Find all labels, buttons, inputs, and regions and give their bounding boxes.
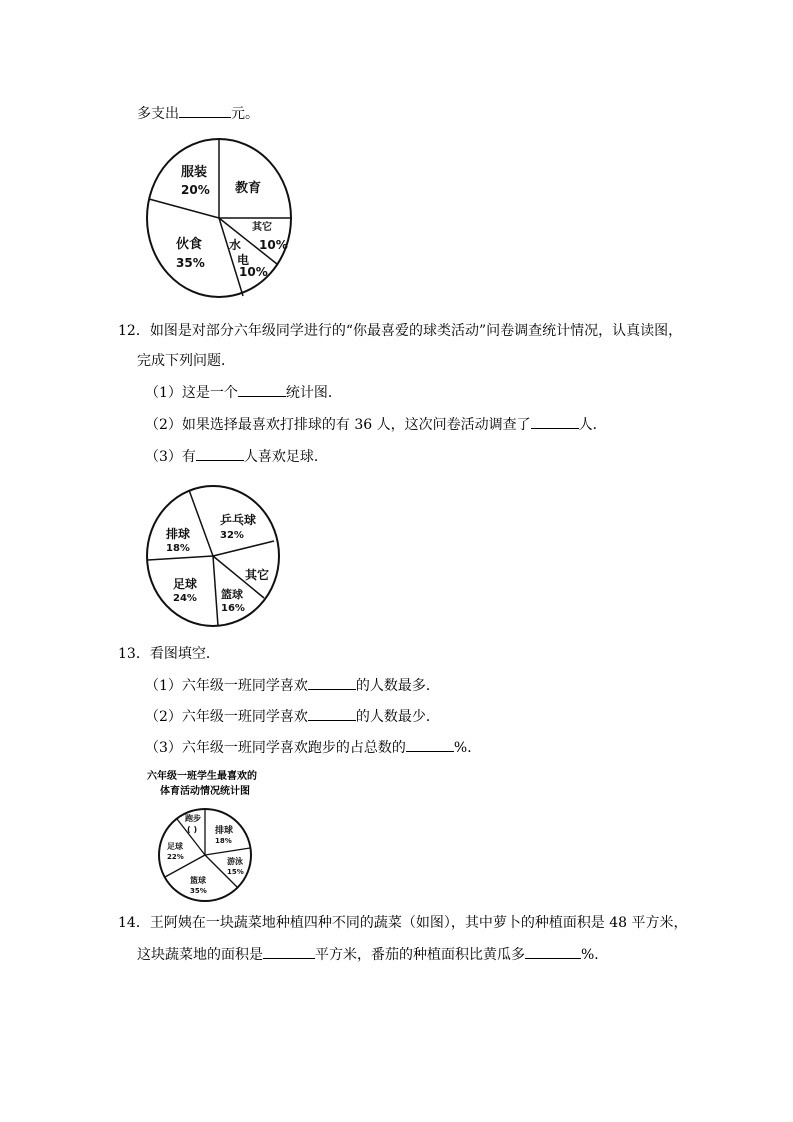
q11-answer-line bbox=[137, 103, 259, 124]
q12-sub1 bbox=[145, 382, 342, 403]
pie2-value-football: 24% bbox=[173, 593, 197, 604]
q13-stem: 13．看图填空． bbox=[118, 646, 220, 662]
pie3-value-football: 22% bbox=[167, 853, 184, 861]
pie3-value-running: ( ) bbox=[187, 825, 198, 834]
pie1-value-food: 35% bbox=[176, 256, 205, 270]
q13-sub2 bbox=[145, 706, 440, 727]
pie1-value-utilities: 10% bbox=[239, 265, 268, 279]
q13-sub2-post: 的人数最少． bbox=[355, 709, 440, 725]
q11-text-post: 元。 bbox=[231, 106, 259, 122]
pie-chart-sports bbox=[155, 805, 255, 905]
q14-line2 bbox=[137, 944, 608, 965]
pie3-value-volleyball: 18% bbox=[215, 837, 232, 845]
pie2-value-pingpong: 32% bbox=[220, 530, 244, 541]
q13-sub3-pre: （3）六年级一班同学喜欢跑步的占总数的 bbox=[145, 740, 406, 756]
pie3-label-running: 跑步 bbox=[185, 814, 201, 823]
pie3-title-line2: 体育活动情况统计图 bbox=[160, 786, 250, 797]
pie2-label-football: 足球 bbox=[173, 577, 198, 591]
q14-blank-percent[interactable] bbox=[525, 944, 581, 959]
pie1-value-other: 10% bbox=[259, 238, 288, 252]
pie3-label-volleyball: 排球 bbox=[215, 826, 234, 836]
q14-line2-mid: 平方米，番茄的种植面积比黄瓜多 bbox=[315, 947, 525, 963]
q12-sub3-post: 人喜欢足球． bbox=[243, 449, 328, 465]
pie1-label-clothing: 服装 bbox=[181, 165, 208, 180]
q11-blank[interactable] bbox=[179, 103, 231, 118]
q13-sub2-pre: （2）六年级一班同学喜欢 bbox=[145, 709, 308, 725]
q12-sub2-post: 人． bbox=[578, 417, 607, 433]
q13-sub2-blank[interactable] bbox=[308, 706, 356, 721]
pie3-value-swimming: 15% bbox=[227, 868, 244, 876]
pie3-label-swimming: 游泳 bbox=[227, 857, 243, 866]
q12-stem-line1: 12．如图是对部分六年级同学进行的“你最喜爱的球类活动”问卷调查统计情况，认真读图， bbox=[118, 323, 683, 339]
q12-sub2 bbox=[145, 414, 607, 435]
q12-sub3-blank[interactable] bbox=[196, 446, 244, 461]
q11-text-pre: 多支出 bbox=[137, 106, 179, 122]
q13-sub3-post: %． bbox=[453, 740, 482, 756]
pie1-label-electric: 电 bbox=[237, 253, 250, 267]
q12-sub1-post: 统计图． bbox=[285, 385, 342, 401]
pie2-label-pingpong: 乒乓球 bbox=[220, 513, 257, 527]
q13-sub3-blank[interactable] bbox=[406, 737, 454, 752]
pie2-label-volleyball: 排球 bbox=[166, 527, 191, 541]
pie2-value-basketball: 16% bbox=[221, 603, 245, 614]
pie3-value-basketball: 35% bbox=[190, 887, 207, 895]
q12-sub1-pre: （1）这是一个 bbox=[145, 385, 238, 401]
q12-stem-line2: 完成下列问题． bbox=[137, 353, 235, 369]
q13-sub1-blank[interactable] bbox=[308, 675, 356, 690]
pie1-value-clothing: 20% bbox=[181, 183, 210, 197]
q13-sub1-pre: （1）六年级一班同学喜欢 bbox=[145, 678, 308, 694]
q14-line2-pre: 这块蔬菜地的面积是 bbox=[137, 947, 263, 963]
q12-sub2-blank[interactable] bbox=[531, 414, 579, 429]
q14-line1: 14．王阿姨在一块蔬菜地种植四种不同的蔬菜（如图），其中萝卜的种植面积是 48 平方米， bbox=[118, 915, 688, 931]
pie3-title-line1: 六年级一班学生最喜欢的 bbox=[147, 771, 257, 782]
q13-sub3 bbox=[145, 737, 481, 758]
pie1-label-water: 水 bbox=[229, 238, 242, 252]
q14-blank-area[interactable] bbox=[263, 944, 315, 959]
q13-sub1-post: 的人数最多． bbox=[355, 678, 440, 694]
pie2-label-other: 其它 bbox=[245, 568, 270, 582]
pie-chart-ball-games bbox=[143, 483, 283, 631]
pie1-label-education: 教育 bbox=[235, 181, 262, 196]
q12-sub2-pre: （2）如果选择最喜欢打排球的有 36 人，这次问卷活动调查了 bbox=[145, 417, 531, 433]
q12-sub3-pre: （3）有 bbox=[145, 449, 196, 465]
pie3-label-football: 足球 bbox=[167, 842, 183, 851]
q12-sub1-blank[interactable] bbox=[238, 382, 286, 397]
q14-line2-post: %． bbox=[581, 947, 609, 963]
pie1-label-other: 其它 bbox=[252, 222, 272, 233]
pie1-label-food: 伙食 bbox=[176, 237, 203, 252]
pie2-value-volleyball: 18% bbox=[166, 543, 190, 554]
q13-sub1 bbox=[145, 675, 440, 696]
pie3-label-basketball: 篮球 bbox=[190, 876, 206, 885]
pie2-label-basketball: 篮球 bbox=[221, 588, 243, 601]
q12-sub3 bbox=[145, 446, 328, 467]
pie-chart-expenses bbox=[143, 136, 295, 301]
